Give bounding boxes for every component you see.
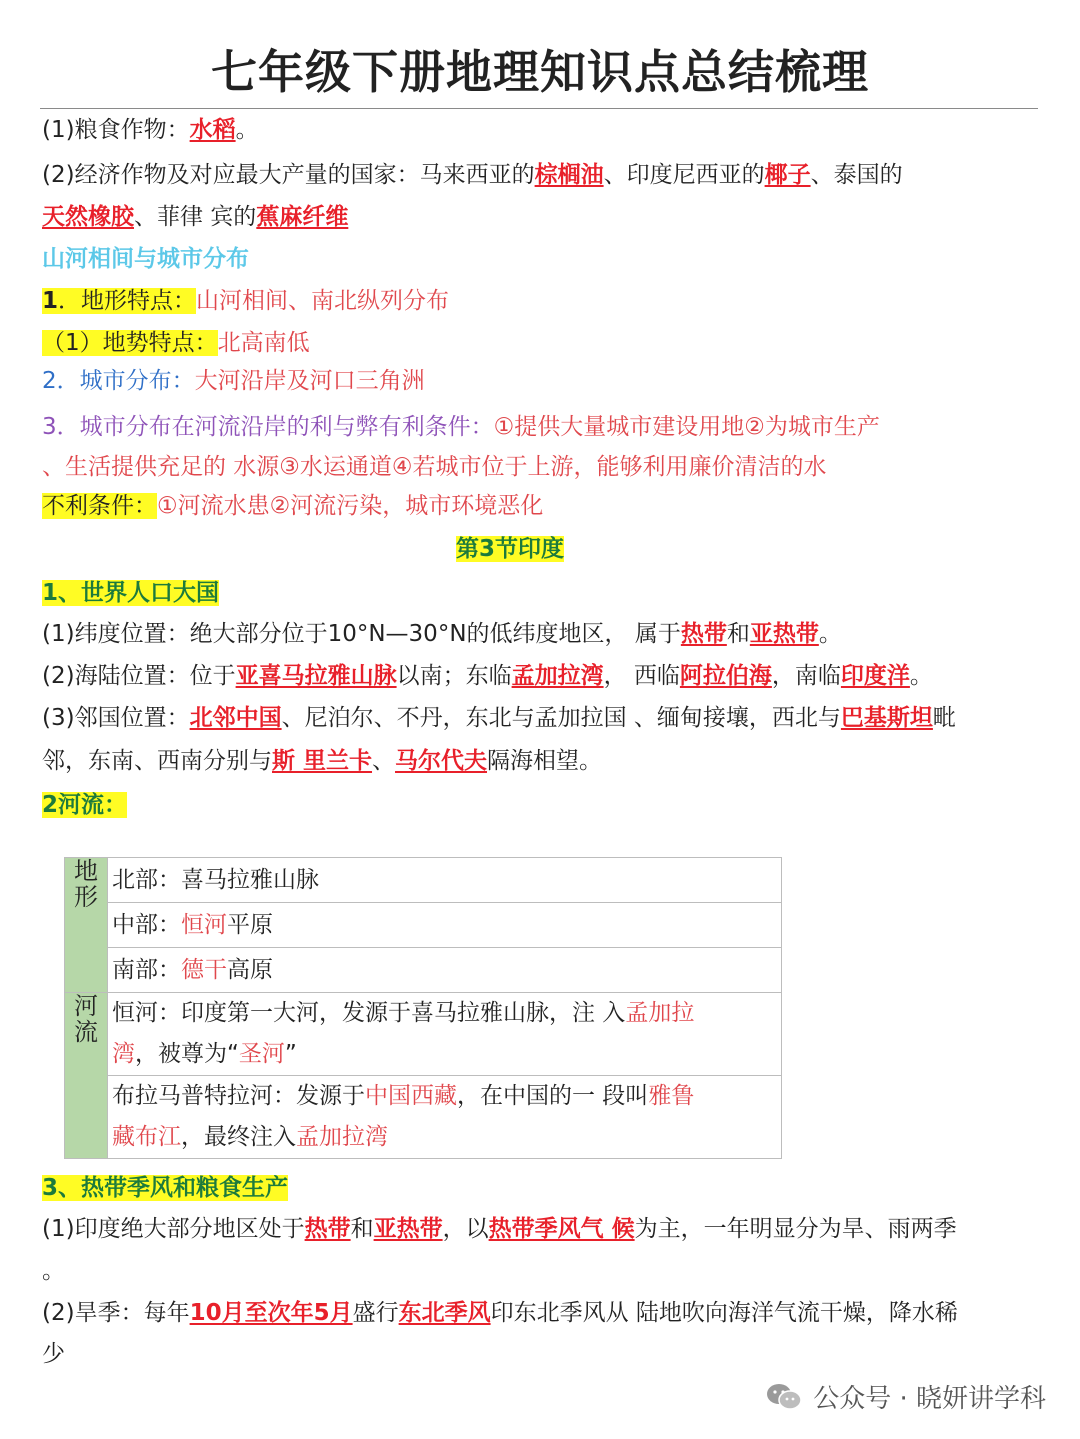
terrain-feature-line: [42, 285, 449, 317]
table-cell: [108, 903, 782, 948]
keyword: 棕榈油: [534, 162, 604, 188]
keyword: 阿拉伯海: [679, 663, 772, 689]
answer: 北高南低: [217, 330, 310, 356]
keyword: 天然橡胶: [42, 204, 134, 230]
advantages-line: [42, 411, 880, 443]
table-row: [65, 993, 782, 1076]
answer: 孟加拉: [625, 1000, 695, 1026]
text: 南部：: [112, 957, 181, 983]
keyword: 椰子: [764, 162, 811, 188]
answer: 中国西藏: [365, 1083, 457, 1109]
keyword: 印度洋: [840, 663, 910, 689]
highlighted-label: 不利条件：: [42, 493, 157, 519]
text: 。: [909, 663, 933, 689]
sea-land-line: [42, 660, 933, 692]
text: (1)印度绝大部分地区处于: [42, 1216, 305, 1242]
number: 1: [42, 288, 59, 314]
label: 地形: [74, 857, 98, 911]
cash-crops-line-2: [42, 201, 348, 233]
keyword: 10月至次年5月: [189, 1300, 353, 1326]
latitude-line: [42, 618, 842, 650]
section-heading-india: [456, 533, 564, 565]
watermark: [765, 1378, 1046, 1415]
keyword: 巴基斯坦: [840, 705, 933, 731]
text: ，以: [442, 1216, 489, 1242]
keyword: 北邻中国: [189, 705, 282, 731]
city-distribution-line: [42, 365, 425, 397]
climate-line-2: 。: [42, 1258, 65, 1284]
text: ，被尊为“: [135, 1041, 239, 1067]
keyword: 马尔代夫: [395, 748, 488, 774]
answer: 恒河: [181, 912, 227, 938]
heading: 1、世界人口大国: [42, 580, 220, 606]
keyword: 亚热带: [373, 1216, 443, 1242]
text: (1)粮食作物：: [42, 117, 190, 143]
text: ，最终注入: [181, 1124, 296, 1150]
text: ，在中国的一 段叫: [457, 1083, 649, 1109]
table-cell: [108, 858, 782, 903]
climate-line: [42, 1213, 957, 1245]
text: 平原: [227, 912, 273, 938]
answer: 大河沿岸及河口三角洲: [194, 368, 425, 394]
text: ， 西临: [603, 663, 680, 689]
text: 北部：: [112, 867, 181, 893]
heading-population: [42, 577, 219, 609]
text: 、菲律 宾的: [134, 204, 257, 230]
label: ．地形特点：: [58, 288, 197, 314]
text: 毗: [932, 705, 956, 731]
neighbors-line: [42, 702, 956, 734]
text: 恒河：印度第一大河，发源于喜马拉雅山脉，注 入: [112, 1000, 626, 1026]
answer: 湾: [112, 1041, 135, 1067]
disadvantages-line: [42, 490, 543, 522]
keyword: 亚喜马拉雅山脉: [235, 663, 397, 689]
keyword: 热带: [680, 621, 727, 647]
keyword: 水稻: [189, 117, 236, 143]
text: (3)邻国位置：: [42, 705, 190, 731]
text: (1)纬度位置：绝大部分位于10°N—30°N的低纬度地区， 属于: [42, 621, 681, 647]
text: 中部：: [112, 912, 181, 938]
table-row: [65, 903, 782, 948]
answer: 雅鲁: [648, 1083, 695, 1109]
advantages-line-2: 、生活提供充足的 水源③水运通道④若城市位于上游，能够利用廉价清洁的水: [42, 454, 827, 480]
text: 以南；东临: [396, 663, 512, 689]
text: 、: [372, 748, 396, 774]
text: 为主，一年明显分为旱、雨两季: [634, 1216, 957, 1242]
label: 河流: [74, 992, 98, 1046]
text: 邻，东南、西南分别与: [42, 748, 272, 774]
table-cell: [108, 948, 782, 993]
text: ，南临: [771, 663, 841, 689]
cash-crops-line: [42, 159, 903, 191]
dry-season-line-2: 少: [42, 1341, 65, 1367]
keyword: 斯 里兰卡: [272, 748, 373, 774]
highlighted-label: [42, 288, 196, 314]
heading: 2河流：: [42, 792, 128, 818]
title-divider: [40, 108, 1038, 109]
highlighted-label: （1）地势特点：: [42, 330, 218, 356]
answer: 山河相间、南北纵列分布: [196, 288, 450, 314]
table-row: [65, 858, 782, 903]
grain-crops-line: [42, 114, 259, 146]
text: 布拉马普特拉河：发源于: [112, 1083, 365, 1109]
terrain-side-label: [65, 858, 108, 993]
text: 隔海相望。: [487, 748, 603, 774]
section-heading-mountains-rivers: 山河相间与城市分布: [42, 246, 249, 272]
table-row: [65, 948, 782, 993]
section-title: 第3节印度: [456, 536, 565, 562]
terrain-rivers-table: [64, 857, 782, 1159]
text: 、尼泊尔、不丹，东北与孟加拉国 、缅甸接壤，西北与: [281, 705, 841, 731]
dry-season-line: [42, 1297, 958, 1329]
text: 喜马拉雅山脉: [181, 867, 319, 893]
text: 。: [818, 621, 842, 647]
text: 、泰国的: [810, 162, 903, 188]
answer: 圣河: [238, 1041, 285, 1067]
neighbors-line-2: [42, 745, 602, 777]
answer: 德干: [181, 957, 227, 983]
answer: ①提供大量城市建设用地②为城市生产: [493, 414, 880, 440]
text: (2)旱季：每年: [42, 1300, 190, 1326]
keyword: 热带季风气 候: [488, 1216, 635, 1242]
label: 2．城市分布：: [42, 368, 195, 394]
text: (2)海陆位置：位于: [42, 663, 236, 689]
label: 3．城市分布在河流沿岸的利与弊有利条件：: [42, 414, 494, 440]
keyword: 孟加拉湾: [511, 663, 604, 689]
heading: 3、热带季风和粮食生产: [42, 1175, 289, 1201]
text: ”: [284, 1041, 297, 1067]
keyword: 蕉麻纤维: [256, 204, 349, 230]
heading-monsoon: [42, 1172, 288, 1204]
answer: ①河流水患②河流污染，城市环境恶化: [157, 493, 544, 519]
text: 、印度尼西亚的: [603, 162, 765, 188]
text: 印东北季风从 陆地吹向海洋气流干燥，降水稀: [490, 1300, 958, 1326]
keyword: 亚热带: [749, 621, 819, 647]
terrain-trend-line: [42, 327, 310, 359]
text: (2)经济作物及对应最大产量的国家：马来西亚的: [42, 162, 535, 188]
text: 和: [726, 621, 750, 647]
keyword: 东北季风: [398, 1300, 491, 1326]
page-title: 七年级下册地理知识点总结梳理: [211, 45, 869, 99]
text: 盛行: [352, 1300, 399, 1326]
heading-rivers: [42, 789, 127, 821]
table-cell: [108, 993, 782, 1076]
wechat-icon: [765, 1382, 803, 1412]
text: 和: [350, 1216, 374, 1242]
rivers-side-label: [65, 993, 108, 1159]
keyword: 热带: [304, 1216, 351, 1242]
answer: 孟加拉湾: [296, 1124, 388, 1150]
table-row: [65, 1076, 782, 1159]
watermark-text: 公众号 · 晓妍讲学科: [813, 1384, 1046, 1414]
answer: 藏布江: [112, 1124, 181, 1150]
text: 高原: [227, 957, 273, 983]
table-cell: [108, 1076, 782, 1159]
text: 。: [235, 117, 259, 143]
